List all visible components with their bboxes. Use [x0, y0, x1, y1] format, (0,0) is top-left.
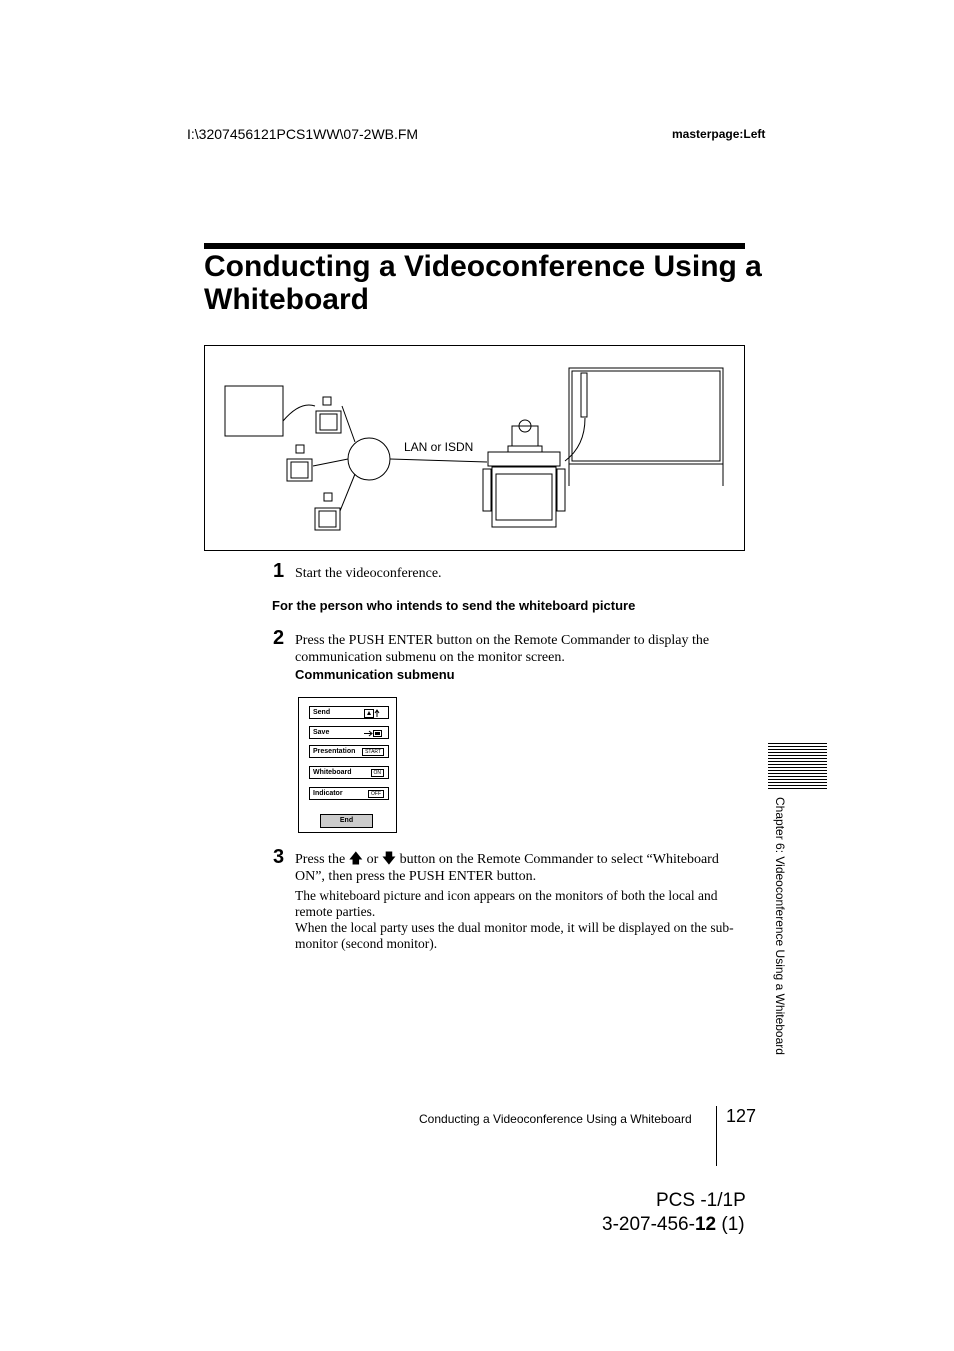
presentation-value: START	[362, 748, 384, 756]
network-label: LAN or ISDN	[404, 440, 474, 454]
step-3-text-b: button on the Remote Commander to select “Whiteboard ON”, then press the PUSH ENTER button.	[295, 852, 719, 884]
end-button[interactable]: End	[320, 814, 373, 828]
save-icon	[362, 729, 384, 740]
step-3-text-a: Press the	[295, 852, 346, 867]
step-3-note-2: When the local party uses the dual monitor mode, it will be displayed on the sub-monitor (second monitor).	[295, 920, 734, 951]
menu-row-label: Whiteboard	[313, 769, 352, 776]
header-file-path: I:\3207456121PCS1WW\07-2WB.FM	[187, 126, 419, 142]
footer-rule	[716, 1106, 717, 1166]
step-3-note-1: The whiteboard picture and icon appears on the monitors of both the local and remote parties.	[295, 888, 718, 919]
footer-running-title: Conducting a Videoconference Using a Whiteboard	[419, 1112, 692, 1126]
page-number: 127	[726, 1106, 757, 1126]
header-masterpage: masterpage:Left	[672, 127, 766, 141]
menu-row-label: Presentation	[313, 748, 356, 755]
indicator-value: OFF	[368, 790, 384, 798]
menu-row-presentation[interactable]	[309, 745, 389, 758]
part-code	[602, 1214, 745, 1236]
menu-row-whiteboard[interactable]	[309, 766, 389, 779]
section-heading: For the person who intends to send the whiteboard picture	[272, 598, 636, 613]
menu-row-label: Indicator	[313, 790, 343, 797]
whiteboard-diagram	[204, 345, 745, 551]
menu-row-send[interactable]	[309, 706, 389, 719]
submenu-caption: Communication submenu	[295, 667, 455, 682]
send-icon	[362, 709, 384, 720]
title-rule	[204, 243, 745, 249]
network-illustration	[205, 346, 744, 550]
step-1-number: 1	[273, 560, 285, 582]
page-title: Conducting a Videoconference Using a Whiteboard	[204, 250, 762, 316]
part-code-bold: 12	[694, 1214, 717, 1235]
down-arrow-icon: 🡇	[381, 852, 397, 867]
step-3-text	[295, 851, 747, 885]
chapter-side-tab: Chapter 6: Videoconference Using a Whiteboard	[773, 797, 787, 1055]
menu-row-indicator[interactable]	[309, 787, 389, 800]
part-code-prefix: 3-207-456-	[602, 1214, 695, 1235]
step-1-text: Start the videoconference.	[295, 566, 442, 581]
model-number: PCS -1/1P	[656, 1190, 746, 1211]
step-2-number: 2	[273, 627, 285, 649]
communication-submenu	[298, 697, 397, 833]
step-2-text: Press the PUSH ENTER button on the Remote Commander to display the communication submenu on the monitor screen.	[295, 633, 710, 665]
chapter-tab-lines	[768, 743, 827, 789]
part-code-suffix: (1)	[716, 1214, 745, 1235]
menu-row-label: Save	[313, 729, 330, 736]
up-arrow-icon: 🡅	[348, 852, 364, 867]
step-3-number: 3	[273, 846, 285, 868]
menu-row-save[interactable]	[309, 726, 389, 739]
step-3-text-or: or	[366, 852, 379, 867]
menu-row-label: Send	[313, 709, 331, 716]
whiteboard-value: ON	[371, 769, 385, 777]
